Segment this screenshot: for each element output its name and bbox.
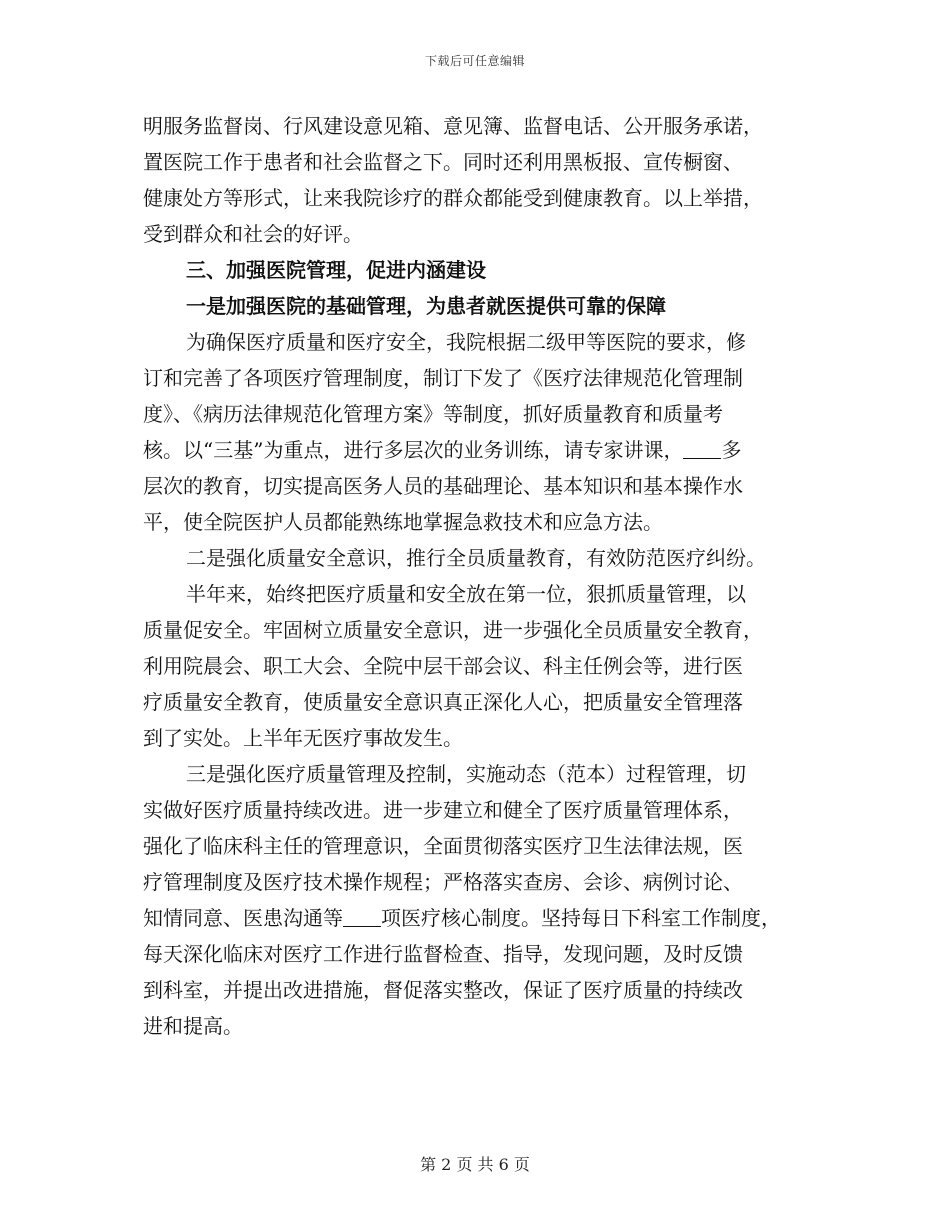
- text-line: 平，使全院医护人员都能熟练地掌握急救技术和应急方法。: [143, 510, 663, 534]
- text-line: 每天深化临床对医疗工作进行监督检查、指导，发现问题，及时反馈: [143, 942, 743, 966]
- text-line: 二是强化质量安全意识，推行全员质量教育，有效防范医疗纠纷。: [186, 546, 766, 570]
- text-line: 健康处方等形式，让来我院诊疗的群众都能受到健康教育。以上举措，: [143, 186, 763, 210]
- text-line: 进和提高。: [143, 1014, 243, 1038]
- text-line: 层次的教育，切实提高医务人员的基础理论、基本知识和基本操作水: [143, 474, 743, 498]
- fill-blank: [683, 436, 721, 459]
- text-line: 为确保医疗质量和医疗安全，我院根据二级甲等医院的要求，修: [186, 330, 746, 354]
- fill-blank: [343, 904, 381, 927]
- text-line: 知情同意、医患沟通等 项医疗核心制度。坚持每日下科室工作制度，: [143, 906, 781, 930]
- text-line: 疗管理制度及医疗技术操作规程；严格落实查房、会诊、病例讨论、: [143, 870, 743, 894]
- page-footer: 第 2 页 共 6 页: [420, 1155, 530, 1174]
- text-line: 疗质量安全教育，使质量安全意识真正深化人心，把质量安全管理落: [143, 690, 743, 714]
- text-line: 到了实处。上半年无医疗事故发生。: [143, 726, 463, 750]
- text-line: 订和完善了各项医疗管理制度，制订下发了《医疗法律规范化管理制: [143, 366, 743, 390]
- text-line: 置医院工作于患者和社会监督之下。同时还利用黑板报、宣传橱窗、: [143, 150, 743, 174]
- text-line: 半年来，始终把医疗质量和安全放在第一位，狠抓质量管理，以: [186, 582, 746, 606]
- text-line: 强化了临床科主任的管理意识，全面贯彻落实医疗卫生法律法规，医: [143, 834, 743, 858]
- section-heading: 三、加强医院管理，促进内涵建设: [186, 258, 486, 282]
- text-line: 三是强化医疗质量管理及控制，实施动态（范本）过程管理，切: [186, 762, 746, 786]
- text-line: 核。以“三基”为重点，进行多层次的业务训练，请专家讲课， 多: [143, 438, 742, 462]
- text-line: 明服务监督岗、行风建设意见箱、意见簿、监督电话、公开服务承诺，: [143, 114, 763, 138]
- document-body: [143, 108, 813, 1044]
- text-line: 度》、《病历法律规范化管理方案》等制度，抓好质量教育和质量考: [143, 402, 723, 426]
- text-line: 质量促安全。牢固树立质量安全意识，进一步强化全员质量安全教育，: [143, 618, 763, 642]
- text-line: 实做好医疗质量持续改进。进一步建立和健全了医疗质量管理体系，: [143, 798, 743, 822]
- text-line: 到科室，并提出改进措施，督促落实整改，保证了医疗质量的持续改: [143, 978, 743, 1002]
- subsection-heading: 一是加强医院的基础管理，为患者就医提供可靠的保障: [186, 294, 666, 318]
- text-line: 利用院晨会、职工大会、全院中层干部会议、科主任例会等，进行医: [143, 654, 743, 678]
- page-header: 下载后可任意编辑: [424, 54, 525, 68]
- text-line: 受到群众和社会的好评。: [143, 222, 363, 246]
